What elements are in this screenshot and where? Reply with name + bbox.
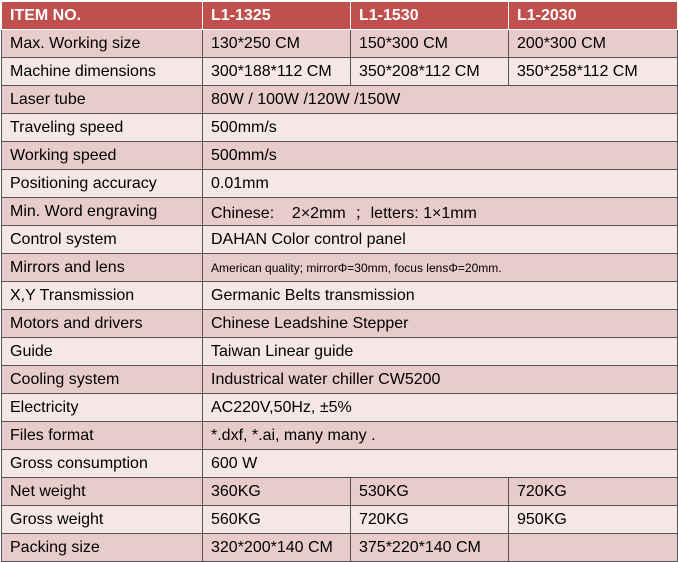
table-row	[2, 282, 678, 310]
table-row	[2, 394, 678, 422]
cell-value: Industrical water chiller CW5200	[203, 366, 678, 394]
header-item-no: ITEM NO.	[2, 2, 203, 30]
header-model-l1-1325: L1-1325	[203, 2, 351, 30]
cell-value: 130*250 CM	[203, 30, 351, 58]
row-label: Motors and drivers	[2, 310, 203, 338]
cell-value: 500mm/s	[203, 142, 678, 170]
cell-value: 200*300 CM	[509, 30, 678, 58]
header-model-l1-1530: L1-1530	[351, 2, 509, 30]
cell-value: 600 W	[203, 450, 678, 478]
cell-value: 320*200*140 CM	[203, 534, 351, 562]
cell-value: 350*208*112 CM	[351, 58, 509, 86]
cell-value: 150*300 CM	[351, 30, 509, 58]
row-label: Positioning accuracy	[2, 170, 203, 198]
row-label: Laser tube	[2, 86, 203, 114]
row-label: Packing size	[2, 534, 203, 562]
table-row	[2, 366, 678, 394]
cell-value: 0.01mm	[203, 170, 678, 198]
table-row	[2, 338, 678, 366]
table-row	[2, 422, 678, 450]
cell-value: Chinese Leadshine Stepper	[203, 310, 678, 338]
table-row	[2, 226, 678, 254]
header-row	[2, 2, 678, 30]
table-row	[2, 534, 678, 562]
row-label: Max. Working size	[2, 30, 203, 58]
table-row	[2, 170, 678, 198]
row-label: Working speed	[2, 142, 203, 170]
cell-value: 80W / 100W /120W /150W	[203, 86, 678, 114]
cell-value: American quality; mirrorΦ=30mm, focus lensΦ=20mm.	[203, 254, 678, 282]
cell-value: AC220V,50Hz, ±5%	[203, 394, 678, 422]
cell-value: 300*188*112 CM	[203, 58, 351, 86]
cell-value: *.dxf, *.ai, many many .	[203, 422, 678, 450]
row-label: Traveling speed	[2, 114, 203, 142]
row-label: Files format	[2, 422, 203, 450]
table-row	[2, 86, 678, 114]
table-row	[2, 142, 678, 170]
table-row	[2, 310, 678, 338]
row-label: Net weight	[2, 478, 203, 506]
cell-value	[509, 534, 678, 562]
cell-value: Chinese: 2×2mm ；letters: 1×1mm	[203, 198, 678, 226]
table-row	[2, 30, 678, 58]
cell-value: 560KG	[203, 506, 351, 534]
row-label: Min. Word engraving	[2, 198, 203, 226]
cell-value: 530KG	[351, 478, 509, 506]
cell-value: 375*220*140 CM	[351, 534, 509, 562]
table-row	[2, 450, 678, 478]
cell-value: 720KG	[351, 506, 509, 534]
cell-value: 500mm/s	[203, 114, 678, 142]
table-row	[2, 58, 678, 86]
table-row	[2, 506, 678, 534]
table-row	[2, 478, 678, 506]
row-label: Mirrors and lens	[2, 254, 203, 282]
row-label: Electricity	[2, 394, 203, 422]
cell-value: 720KG	[509, 478, 678, 506]
header-model-l1-2030: L1-2030	[509, 2, 678, 30]
cell-value: 350*258*112 CM	[509, 58, 678, 86]
cell-value: Taiwan Linear guide	[203, 338, 678, 366]
row-label: Cooling system	[2, 366, 203, 394]
row-label: Control system	[2, 226, 203, 254]
row-label: Guide	[2, 338, 203, 366]
cell-value: DAHAN Color control panel	[203, 226, 678, 254]
row-label: Gross weight	[2, 506, 203, 534]
row-label: Machine dimensions	[2, 58, 203, 86]
cell-value: Germanic Belts transmission	[203, 282, 678, 310]
spec-table	[1, 1, 678, 562]
table-row	[2, 198, 678, 226]
cell-value: 950KG	[509, 506, 678, 534]
table-row	[2, 254, 678, 282]
table-row	[2, 114, 678, 142]
row-label: Gross consumption	[2, 450, 203, 478]
row-label: X,Y Transmission	[2, 282, 203, 310]
cell-value: 360KG	[203, 478, 351, 506]
